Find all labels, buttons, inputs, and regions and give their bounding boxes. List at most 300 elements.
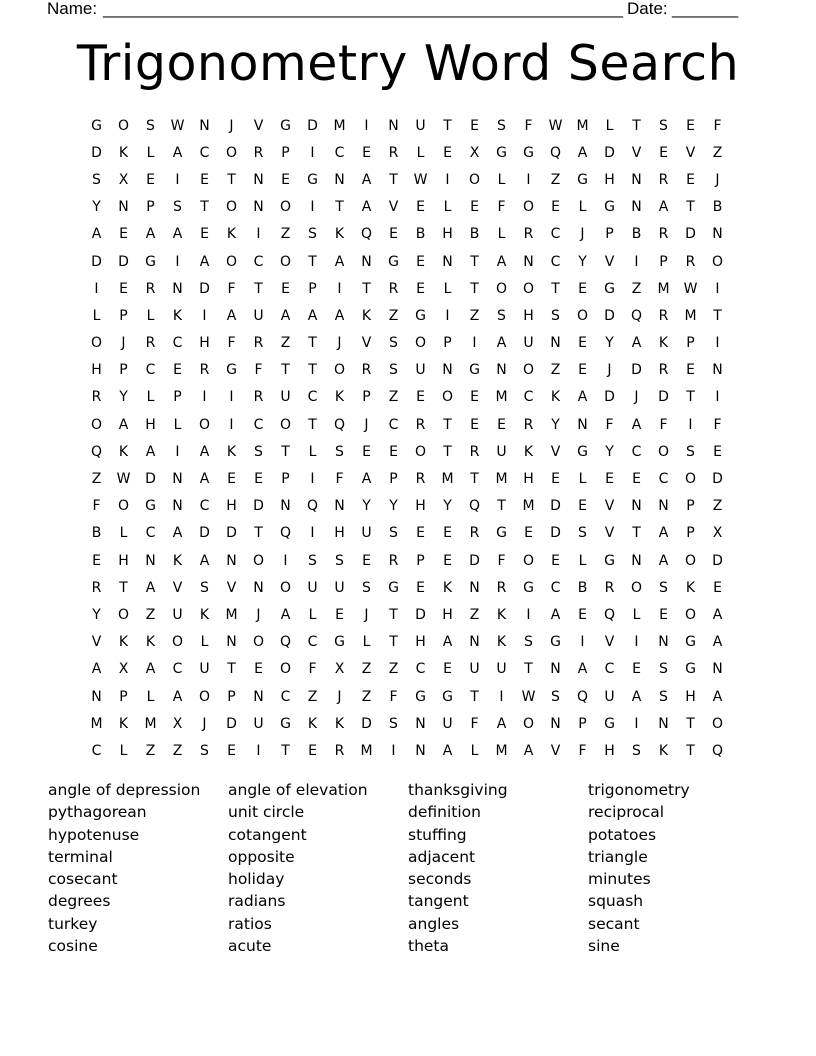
grid-letter: L (146, 144, 155, 161)
grid-letter: T (686, 389, 695, 406)
grid-letter: M (90, 715, 103, 732)
grid-letter: V (172, 579, 183, 596)
grid-letter: N (415, 715, 426, 732)
grid-letter: F (389, 688, 398, 705)
grid-letter: T (281, 443, 290, 460)
grid-letter: D (550, 525, 561, 542)
grid-letter: J (634, 389, 639, 406)
grid-letter: S (389, 715, 398, 732)
grid-letter: C (550, 226, 561, 243)
grid-letter: H (442, 226, 453, 243)
grid-letter: F (524, 117, 533, 134)
grid-letter: K (361, 307, 372, 324)
grid-letter: D (631, 362, 642, 379)
grid-letter: C (91, 742, 102, 759)
grid-letter: C (253, 416, 264, 433)
grid-letter: Z (145, 742, 156, 759)
grid-letter: G (604, 715, 615, 732)
grid-letter: B (631, 226, 642, 243)
grid-letter: A (361, 199, 372, 216)
grid-letter: C (415, 661, 426, 678)
grid-letter: G (577, 171, 588, 188)
word-list-item: seconds (408, 870, 472, 889)
grid-letter: K (658, 742, 669, 759)
grid-letter: K (442, 579, 453, 596)
grid-letter: G (523, 579, 534, 596)
grid-letter: Q (90, 443, 103, 460)
grid-letter: O (225, 199, 238, 216)
word-list-item: pythagorean (48, 803, 147, 822)
grid-letter: H (415, 634, 426, 651)
grid-letter: S (389, 335, 398, 352)
grid-letter: D (226, 525, 237, 542)
grid-letter: T (686, 199, 695, 216)
grid-row (83, 357, 733, 384)
grid-letter: L (146, 688, 155, 705)
grid-letter: N (631, 199, 642, 216)
grid-letter: E (227, 742, 236, 759)
grid-letter: C (199, 498, 210, 515)
grid-letter: E (551, 471, 560, 488)
grid-row (83, 384, 733, 411)
grid-letter: H (199, 335, 210, 352)
grid-letter: W (683, 280, 698, 297)
grid-row (83, 112, 733, 139)
grid-letter: O (279, 199, 292, 216)
grid-letter: G (388, 253, 399, 270)
grid-letter: O (711, 715, 724, 732)
grid-letter: C (280, 688, 291, 705)
grid-letter: A (145, 443, 156, 460)
grid-letter: F (227, 280, 236, 297)
grid-letter: C (388, 416, 399, 433)
grid-letter: Q (711, 742, 724, 759)
grid-letter: K (118, 715, 129, 732)
date-label: Date: (627, 0, 668, 18)
grid-letter: U (361, 525, 372, 542)
word-list-item: hypotenuse (48, 825, 140, 844)
grid-letter: K (145, 634, 156, 651)
grid-letter: S (497, 307, 506, 324)
grid-letter: H (442, 606, 453, 623)
grid-letter: E (578, 362, 587, 379)
grid-letter: M (225, 606, 238, 623)
grid-letter: O (252, 634, 265, 651)
grid-letter: Z (712, 144, 723, 161)
grid-letter: T (389, 634, 398, 651)
word-list-item: opposite (228, 847, 295, 866)
grid-letter: E (713, 443, 722, 460)
grid-letter: N (91, 688, 102, 705)
grid-letter: R (91, 579, 102, 596)
grid-letter: N (253, 171, 264, 188)
grid-letter: O (522, 715, 535, 732)
grid-letter: M (657, 280, 670, 297)
grid-letter: O (576, 307, 589, 324)
grid-letter: X (469, 144, 480, 161)
grid-letter: O (117, 117, 130, 134)
grid-letter: E (551, 199, 560, 216)
grid-row (83, 710, 733, 737)
grid-letter: S (389, 525, 398, 542)
grid-letter: S (632, 742, 641, 759)
word-list-item: terminal (48, 847, 113, 866)
grid-letter: S (551, 307, 560, 324)
grid-letter: D (550, 498, 561, 515)
grid-letter: G (604, 552, 615, 569)
grid-letter: A (577, 389, 588, 406)
grid-letter: V (604, 253, 615, 270)
grid-letter: E (470, 389, 479, 406)
grid-letter: J (229, 117, 234, 134)
grid-letter: T (686, 742, 695, 759)
grid-letter: S (578, 525, 587, 542)
grid-letter: J (337, 688, 342, 705)
grid-letter: V (685, 144, 696, 161)
grid-letter: J (121, 335, 126, 352)
grid-letter: N (415, 742, 426, 759)
grid-letter: R (388, 144, 399, 161)
grid-letter: N (550, 661, 561, 678)
word-list-item: degrees (48, 892, 111, 911)
grid-letter: S (146, 117, 155, 134)
grid-letter: T (335, 199, 344, 216)
grid-letter: E (605, 471, 614, 488)
letter-grid (83, 112, 733, 765)
grid-letter: A (712, 606, 723, 623)
grid-letter: F (605, 416, 614, 433)
grid-letter: G (496, 525, 507, 542)
grid-letter: M (333, 117, 346, 134)
grid-letter: V (604, 634, 615, 651)
grid-letter: N (172, 498, 183, 515)
grid-letter: R (145, 280, 156, 297)
grid-letter: P (308, 280, 317, 297)
grid-letter: N (253, 688, 264, 705)
grid-letter: P (281, 471, 290, 488)
grid-letter: A (226, 307, 237, 324)
page-title: Trigonometry Word Search (76, 35, 740, 92)
grid-letter: D (253, 498, 264, 515)
grid-letter: S (362, 579, 371, 596)
grid-letter: F (227, 335, 236, 352)
grid-letter: K (226, 226, 237, 243)
grid-letter: R (253, 389, 264, 406)
grid-letter: K (199, 606, 210, 623)
grid-letter: N (334, 498, 345, 515)
word-list-item: acute (228, 937, 272, 956)
word-list-item: turkey (48, 914, 98, 933)
grid-letter: U (415, 117, 426, 134)
grid-letter: T (281, 742, 290, 759)
grid-letter: G (415, 307, 426, 324)
date-blank-line: _______ (672, 0, 739, 18)
grid-letter: X (172, 715, 183, 732)
grid-letter: O (279, 579, 292, 596)
grid-letter: A (496, 335, 507, 352)
grid-letter: G (523, 144, 534, 161)
grid-letter: I (580, 634, 585, 651)
grid-letter: F (659, 416, 668, 433)
grid-letter: A (496, 715, 507, 732)
grid-letter: U (253, 307, 264, 324)
grid-letter: E (362, 552, 371, 569)
grid-letter: I (175, 253, 180, 270)
grid-letter: A (496, 253, 507, 270)
grid-letter: V (226, 579, 237, 596)
grid-letter: K (334, 715, 345, 732)
grid-letter: O (279, 661, 292, 678)
grid-letter: R (685, 253, 696, 270)
grid-letter: N (172, 280, 183, 297)
grid-letter: E (524, 525, 533, 542)
grid-letter: G (91, 117, 102, 134)
word-list-item: tangent (408, 892, 469, 911)
grid-letter: E (119, 280, 128, 297)
grid-row (83, 547, 733, 574)
grid-letter: C (523, 389, 534, 406)
grid-letter: N (712, 661, 723, 678)
grid-letter: O (279, 416, 292, 433)
grid-letter: A (523, 742, 534, 759)
grid-letter: R (658, 362, 669, 379)
grid-letter: E (335, 606, 344, 623)
grid-letter: N (361, 253, 372, 270)
grid-letter: I (634, 253, 639, 270)
grid-letter: F (92, 498, 101, 515)
grid-letter: P (173, 389, 182, 406)
grid-letter: Q (333, 416, 346, 433)
grid-letter: A (199, 552, 210, 569)
grid-letter: E (308, 742, 317, 759)
grid-letter: M (144, 715, 157, 732)
grid-letter: G (442, 688, 453, 705)
grid-letter: Z (91, 471, 102, 488)
word-list-item: cosine (48, 937, 98, 956)
grid-letter: T (227, 171, 236, 188)
grid-letter: C (550, 253, 561, 270)
grid-letter: E (686, 117, 695, 134)
grid-letter: E (389, 226, 398, 243)
grid-letter: N (550, 335, 561, 352)
grid-letter: N (550, 715, 561, 732)
grid-letter: Z (307, 688, 318, 705)
grid-letter: I (175, 443, 180, 460)
grid-letter: A (577, 661, 588, 678)
grid-letter: F (470, 715, 479, 732)
grid-row (83, 520, 733, 547)
grid-letter: K (685, 579, 696, 596)
grid-letter: G (334, 634, 345, 651)
grid-letter: T (443, 443, 452, 460)
grid-letter: T (686, 715, 695, 732)
grid-letter: O (117, 606, 130, 623)
grid-letter: A (442, 742, 453, 759)
grid-letter: Z (712, 498, 723, 515)
grid-letter: J (715, 171, 720, 188)
grid-letter: R (604, 579, 615, 596)
grid-letter: P (119, 362, 128, 379)
grid-letter: D (604, 144, 615, 161)
grid-letter: Z (550, 171, 561, 188)
grid-letter: Y (92, 199, 101, 216)
grid-letter: I (175, 171, 180, 188)
word-list-item: thanksgiving (408, 781, 508, 799)
grid-letter: V (388, 199, 399, 216)
grid-letter: S (659, 688, 668, 705)
grid-letter: C (631, 443, 642, 460)
grid-letter: J (202, 715, 207, 732)
grid-letter: K (172, 307, 183, 324)
grid-letter: I (310, 525, 315, 542)
word-list-item: squash (588, 892, 644, 911)
grid-letter: R (253, 335, 264, 352)
grid-letter: E (578, 606, 587, 623)
grid-row (83, 683, 733, 710)
grid-letter: T (470, 253, 479, 270)
grid-letter: T (524, 661, 533, 678)
grid-letter: C (253, 253, 264, 270)
grid-letter: E (362, 144, 371, 161)
grid-letter: Z (280, 335, 291, 352)
grid-letter: M (495, 389, 508, 406)
grid-letter: L (497, 171, 506, 188)
grid-letter: R (469, 525, 480, 542)
grid-letter: K (118, 443, 129, 460)
grid-letter: D (91, 144, 102, 161)
word-list-item: radians (228, 892, 286, 911)
grid-letter: A (334, 307, 345, 324)
grid-letter: L (578, 199, 587, 216)
grid-letter: G (415, 688, 426, 705)
grid-letter: L (605, 117, 614, 134)
grid-letter: Y (389, 498, 398, 515)
grid-letter: M (576, 117, 589, 134)
grid-letter: D (469, 552, 480, 569)
grid-letter: Q (603, 606, 616, 623)
grid-letter: X (118, 661, 129, 678)
grid-letter: T (497, 498, 506, 515)
grid-letter: Z (388, 389, 399, 406)
grid-letter: S (659, 117, 668, 134)
grid-letter: T (254, 525, 263, 542)
word-list-item: triangle (588, 847, 648, 866)
grid-letter: F (335, 471, 344, 488)
grid-letter: U (199, 661, 210, 678)
grid-letter: L (308, 606, 317, 623)
grid-letter: S (254, 443, 263, 460)
grid-letter: A (577, 144, 588, 161)
grid-letter: O (711, 253, 724, 270)
grid-row (83, 248, 733, 275)
grid-letter: R (658, 307, 669, 324)
grid-letter: O (117, 498, 130, 515)
grid-letter: P (686, 525, 695, 542)
grid-letter: T (389, 171, 398, 188)
grid-letter: M (684, 307, 697, 324)
grid-letter: X (334, 661, 345, 678)
word-list-item: minutes (588, 870, 651, 889)
grid-letter: O (414, 335, 427, 352)
grid-letter: B (469, 226, 480, 243)
grid-letter: U (442, 715, 453, 732)
word-list-item: cosecant (48, 870, 118, 889)
grid-letter: A (91, 661, 102, 678)
grid-letter: N (226, 552, 237, 569)
grid-letter: G (577, 443, 588, 460)
grid-letter: D (145, 471, 156, 488)
grid-letter: P (686, 498, 695, 515)
grid-letter: D (199, 525, 210, 542)
grid-letter: Y (605, 335, 614, 352)
word-list-item: sine (588, 937, 620, 956)
grid-letter: J (337, 335, 342, 352)
grid-letter: L (146, 307, 155, 324)
grid-letter: T (119, 579, 128, 596)
grid-row (83, 221, 733, 248)
grid-letter: L (497, 226, 506, 243)
grid-letter: N (658, 715, 669, 732)
grid-letter: F (713, 416, 722, 433)
word-list-item: angle of elevation (228, 781, 368, 799)
grid-letter: N (658, 634, 669, 651)
grid-letter: O (441, 389, 454, 406)
grid-letter: P (119, 688, 128, 705)
grid-letter: A (631, 416, 642, 433)
grid-letter: A (442, 634, 453, 651)
grid-letter: Y (443, 498, 452, 515)
grid-letter: I (256, 742, 261, 759)
grid-letter: O (279, 253, 292, 270)
grid-letter: P (389, 471, 398, 488)
grid-letter: O (414, 443, 427, 460)
grid-letter: I (310, 471, 315, 488)
grid-letter: V (604, 498, 615, 515)
grid-letter: K (523, 443, 534, 460)
grid-letter: O (522, 552, 535, 569)
grid-letter: U (415, 362, 426, 379)
grid-letter: W (413, 171, 428, 188)
grid-letter: A (280, 307, 291, 324)
grid-letter: S (335, 552, 344, 569)
grid-letter: T (254, 280, 263, 297)
grid-letter: K (550, 389, 561, 406)
grid-letter: R (253, 144, 264, 161)
grid-letter: O (468, 171, 481, 188)
grid-letter: C (172, 661, 183, 678)
grid-row (83, 139, 733, 166)
grid-letter: L (470, 742, 479, 759)
grid-letter: T (200, 199, 209, 216)
grid-letter: N (226, 634, 237, 651)
grid-letter: N (631, 171, 642, 188)
word-list-item: ratios (228, 914, 272, 933)
grid-letter: R (415, 471, 426, 488)
grid-letter: N (253, 199, 264, 216)
grid-letter: D (226, 715, 237, 732)
grid-letter: S (659, 579, 668, 596)
word-list-item: trigonometry (588, 781, 690, 799)
grid-letter: A (172, 525, 183, 542)
grid-letter: K (118, 634, 129, 651)
grid-letter: T (551, 280, 560, 297)
grid-letter: A (361, 171, 372, 188)
grid-letter: N (334, 171, 345, 188)
grid-letter: A (631, 688, 642, 705)
grid-letter: M (522, 498, 535, 515)
grid-letter: J (580, 226, 585, 243)
grid-letter: G (388, 579, 399, 596)
